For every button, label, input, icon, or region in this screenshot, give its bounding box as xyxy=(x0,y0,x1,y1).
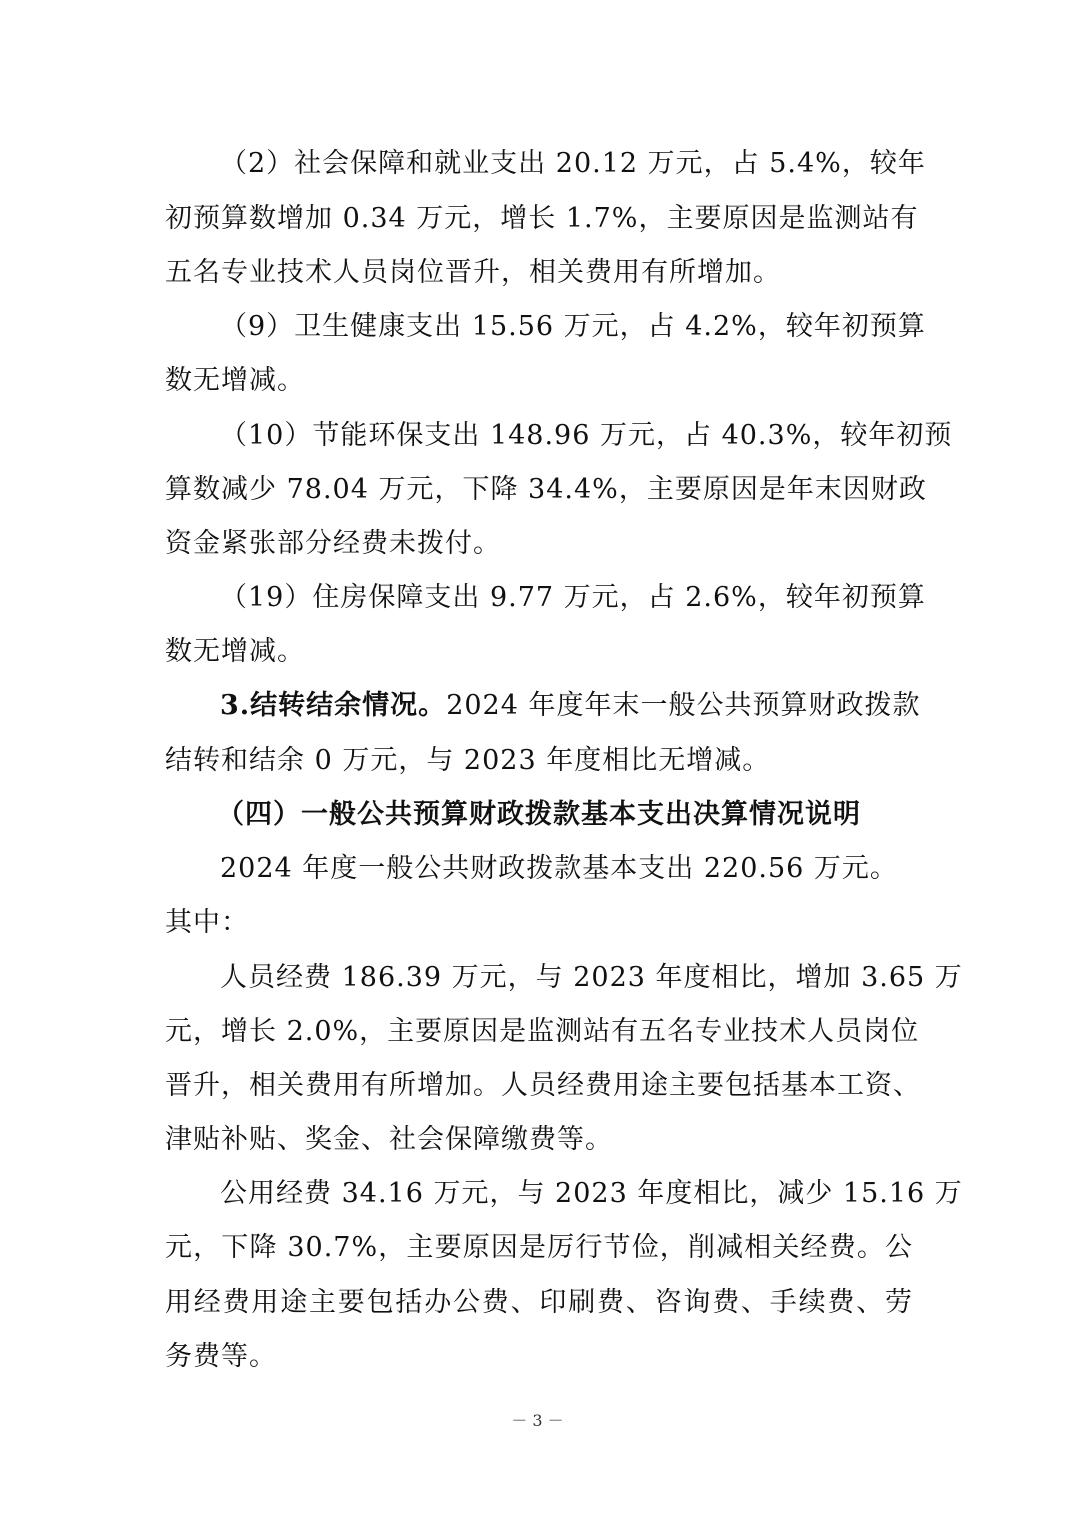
paragraph-line: 初预算数增加 0.34 万元，增长 1.7%，主要原因是监测站有 xyxy=(165,203,919,234)
paragraph-line: 结转和结余 0 万元，与 2023 年度相比无增减。 xyxy=(165,745,771,776)
section-heading: （四）一般公共预算财政拨款基本支出决算情况说明 xyxy=(217,799,861,830)
paragraph-line: 元，下降 30.7%，主要原因是厉行节俭，削减相关经费。公 xyxy=(165,1232,913,1263)
paragraph-line: 晋升，相关费用有所增加。人员经费用途主要包括基本工资、 xyxy=(165,1070,921,1101)
paragraph-line: 务费等。 xyxy=(165,1341,277,1372)
paragraph-line: 算数减少 78.04 万元，下降 34.4%，主要原因是年末因财政 xyxy=(165,474,927,505)
paragraph-line: 数无增减。 xyxy=(165,365,305,396)
paragraph-line: （19）住房保障支出 9.77 万元，占 2.6%，较年初预算 xyxy=(220,582,926,613)
paragraph-line: 五名专业技术人员岗位晋升，相关费用有所增加。 xyxy=(165,257,781,288)
page-number: － 3 － xyxy=(511,1411,564,1430)
paragraph-line: 人员经费 186.39 万元，与 2023 年度相比，增加 3.65 万 xyxy=(220,962,963,993)
paragraph-line: 数无增减。 xyxy=(165,636,305,667)
paragraph-line: 公用经费 34.16 万元，与 2023 年度相比，减少 15.16 万 xyxy=(220,1178,963,1209)
paragraph-line: 津贴补贴、奖金、社会保障缴费等。 xyxy=(165,1124,613,1155)
paragraph-line: 2024 年度一般公共财政拨款基本支出 220.56 万元。 xyxy=(220,853,898,884)
paragraph-line xyxy=(220,688,921,724)
paragraph-line: 元，增长 2.0%，主要原因是监测站有五名专业技术人员岗位 xyxy=(165,1016,920,1047)
section-heading-inline: 3.结转结余情况。 xyxy=(220,690,447,721)
paragraph-line: （9）卫生健康支出 15.56 万元，占 4.2%，较年初预算 xyxy=(220,311,926,342)
paragraph-line: 用经费用途主要包括办公费、印刷费、咨询费、手续费、劳 xyxy=(165,1287,913,1318)
inline-text: 2024 年度年末一般公共预算财政拨款 xyxy=(446,690,921,721)
paragraph-line: 其中： xyxy=(165,907,249,938)
paragraph-line: （10）节能环保支出 148.96 万元，占 40.3%，较年初预 xyxy=(220,420,953,451)
paragraph-line: （2）社会保障和就业支出 20.12 万元，占 5.4%，较年 xyxy=(220,148,926,179)
paragraph-line: 资金紧张部分经费未拨付。 xyxy=(165,528,501,559)
